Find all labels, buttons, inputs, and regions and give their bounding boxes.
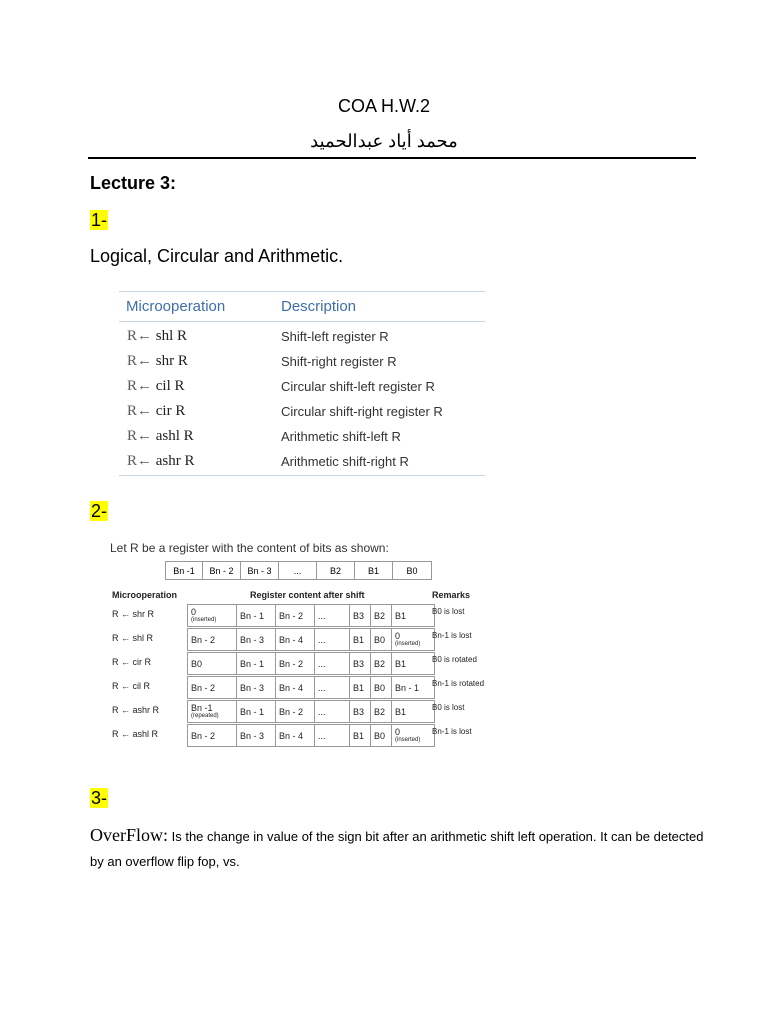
content-cell — [237, 725, 276, 747]
author-name: محمد أياد عبدالحميد — [310, 131, 458, 151]
microoperation-col-header: Microoperation — [112, 590, 178, 600]
content-cell — [276, 605, 315, 627]
op-prefix: R← — [127, 353, 153, 369]
op-name: shl R — [155, 328, 188, 344]
microoperation-row — [119, 325, 485, 350]
content-cell — [276, 677, 315, 699]
content-value: Bn - 2 — [279, 706, 304, 717]
content-value: 0 — [395, 727, 401, 737]
remarks-col-header: Remarks — [432, 590, 471, 600]
content-value: ... — [318, 658, 326, 669]
op-name: shr R — [155, 353, 188, 369]
bit-cell: Bn - 3 — [241, 562, 279, 580]
content-cell — [392, 725, 435, 747]
content-cell — [371, 653, 392, 675]
content-value: B2 — [374, 610, 386, 621]
content-value: Bn - 2 — [279, 658, 304, 669]
shift-content-table — [110, 588, 490, 768]
content-cell — [392, 701, 435, 723]
question-number-highlight: 1- — [91, 210, 108, 230]
content-cell — [371, 701, 392, 723]
content-cell — [237, 629, 276, 651]
content-value: Bn - 1 — [240, 610, 265, 621]
content-cell — [315, 653, 350, 675]
shift-row — [110, 724, 490, 747]
content-cell — [276, 653, 315, 675]
question-number-highlight: 2- — [91, 501, 108, 521]
content-value: 0 — [395, 631, 401, 641]
content-cell — [188, 677, 237, 699]
microoperation-row — [119, 450, 485, 475]
content-cell — [237, 653, 276, 675]
content-value: Bn - 1 — [240, 658, 265, 669]
content-value: ... — [318, 706, 326, 717]
register-bits-table — [165, 561, 432, 580]
content-value: Bn -1 — [191, 703, 213, 713]
content-cell — [276, 701, 315, 723]
content-cell — [188, 629, 237, 651]
content-value: B1 — [353, 682, 365, 693]
register-content-col-header: Register content after shift — [250, 590, 365, 600]
content-value: B0 — [374, 730, 386, 741]
content-value: B3 — [353, 706, 365, 717]
bit-cell: B0 — [393, 562, 432, 580]
content-cell — [392, 653, 435, 675]
content-cell — [371, 629, 392, 651]
bit-cell: Bn -1 — [166, 562, 203, 580]
microoperation-cell — [127, 378, 185, 395]
content-cell — [188, 725, 237, 747]
remark: B0 is rotated — [432, 655, 477, 664]
op-prefix: R← — [127, 403, 153, 419]
content-value: B0 — [191, 658, 203, 669]
description-cell: Shift-right register R — [281, 354, 397, 369]
lecture-heading: Lecture 3: — [90, 173, 177, 193]
content-value: Bn - 3 — [240, 634, 265, 645]
microoperation-row — [119, 400, 485, 425]
description-cell: Shift-left register R — [281, 329, 389, 344]
content-value: Bn - 2 — [191, 634, 216, 645]
content-cell — [392, 629, 435, 651]
microoperation-cell — [127, 353, 188, 370]
content-value: B3 — [353, 658, 365, 669]
description-cell: Circular shift-left register R — [281, 379, 435, 394]
remark: Bn-1 is lost — [432, 727, 472, 736]
content-value: B1 — [395, 610, 407, 621]
header-divider — [119, 321, 485, 322]
content-cell — [237, 605, 276, 627]
op-name: cir R — [155, 403, 186, 419]
shift-op-label: R ← ashl R — [112, 729, 159, 739]
op-prefix: R← — [127, 378, 153, 394]
content-value: Bn - 2 — [191, 730, 216, 741]
content-cell — [371, 605, 392, 627]
content-cell — [350, 605, 371, 627]
content-value: B1 — [395, 706, 407, 717]
content-value: Bn - 2 — [191, 682, 216, 693]
content-cell — [237, 701, 276, 723]
content-value: ... — [318, 682, 326, 693]
shift-op-label: R ← shr R — [112, 609, 155, 619]
shift-op-label: R ← cir R — [112, 657, 151, 667]
content-value: ... — [318, 634, 326, 645]
content-cell — [188, 653, 237, 675]
content-value: Bn - 3 — [240, 730, 265, 741]
question-number-highlight: 3- — [91, 788, 108, 808]
description-cell: Arithmetic shift-left R — [281, 429, 401, 444]
shift-row — [110, 652, 490, 675]
content-cell — [237, 677, 276, 699]
content-value: B1 — [353, 730, 365, 741]
cell-note: (inserted) — [395, 641, 421, 647]
bit-cell: B2 — [317, 562, 355, 580]
bit-cell: B1 — [355, 562, 393, 580]
op-name: ashl R — [155, 428, 194, 444]
content-cell — [276, 725, 315, 747]
content-value: ... — [318, 730, 326, 741]
content-value: 0 — [191, 607, 197, 617]
cell-note: (inserted) — [395, 737, 421, 743]
description-cell: Arithmetic shift-right R — [281, 454, 409, 469]
op-name: ashr R — [155, 453, 195, 469]
shift-op-label: R ← shl R — [112, 633, 154, 643]
cell-note: (repeated) — [191, 713, 219, 719]
content-value: Bn - 1 — [240, 706, 265, 717]
remark: Bn-1 is rotated — [432, 679, 485, 688]
microoperation-cell — [127, 403, 185, 420]
document-title: COA H.W.2 — [337, 96, 431, 116]
shift-row — [110, 676, 490, 699]
microoperation-header: Microoperation — [126, 298, 226, 315]
content-value: B2 — [374, 658, 386, 669]
content-value: B0 — [374, 634, 386, 645]
microoperation-cell — [127, 453, 195, 470]
microoperation-row — [119, 375, 485, 400]
content-value: Bn - 1 — [395, 682, 420, 693]
bit-cell: ... — [279, 562, 317, 580]
content-cell — [371, 725, 392, 747]
microoperation-row — [119, 425, 485, 450]
content-value: ... — [318, 610, 326, 621]
microoperation-cell — [127, 328, 187, 345]
content-value: Bn - 4 — [279, 682, 304, 693]
content-value: B0 — [374, 682, 386, 693]
content-value: Bn - 3 — [240, 682, 265, 693]
content-cell — [315, 701, 350, 723]
content-cell — [392, 677, 435, 699]
microoperation-table — [119, 291, 485, 476]
content-cell — [315, 725, 350, 747]
question-1-number — [90, 210, 108, 231]
register-intro: Let R be a register with the content of bits as shown: — [110, 541, 389, 555]
op-prefix: R← — [127, 328, 153, 344]
content-cell — [315, 605, 350, 627]
description-cell: Circular shift-right register R — [281, 404, 443, 419]
question-1-answer: Logical, Circular and Arithmetic. — [90, 246, 344, 266]
content-cell — [276, 629, 315, 651]
overflow-text: Is the change in value of the sign bit after an arithmetic shift left operation. It can be detected by an overflow flip fop, vs. — [90, 829, 704, 869]
question-3-number — [90, 788, 108, 809]
shift-row — [110, 604, 490, 627]
overflow-definition — [90, 823, 710, 874]
content-value: Bn - 2 — [279, 610, 304, 621]
bit-cell: Bn - 2 — [203, 562, 241, 580]
content-cell — [350, 677, 371, 699]
content-cell — [315, 629, 350, 651]
question-2-number — [90, 501, 108, 522]
content-cell — [350, 653, 371, 675]
shift-row — [110, 700, 490, 723]
content-cell — [392, 605, 435, 627]
op-prefix: R← — [127, 453, 153, 469]
content-value: B1 — [395, 658, 407, 669]
content-value: B1 — [353, 634, 365, 645]
content-cell — [371, 677, 392, 699]
overflow-term: OverFlow: — [90, 825, 168, 845]
shift-row — [110, 628, 490, 651]
op-prefix: R← — [127, 428, 153, 444]
content-value: B2 — [374, 706, 386, 717]
remark: B0 is lost — [432, 607, 465, 616]
content-cell — [188, 605, 237, 627]
content-value: Bn - 4 — [279, 730, 304, 741]
content-cell — [350, 725, 371, 747]
content-cell — [315, 677, 350, 699]
op-name: cil R — [155, 378, 185, 394]
content-cell — [350, 701, 371, 723]
content-value: B3 — [353, 610, 365, 621]
title-divider — [88, 157, 696, 159]
microoperation-cell — [127, 428, 194, 445]
content-cell — [350, 629, 371, 651]
microoperation-row — [119, 350, 485, 375]
content-value: Bn - 4 — [279, 634, 304, 645]
content-cell — [188, 701, 237, 723]
description-header: Description — [281, 298, 357, 315]
remark: B0 is lost — [432, 703, 465, 712]
shift-op-label: R ← cil R — [112, 681, 150, 691]
cell-note: (inserted) — [191, 617, 217, 623]
remark: Bn-1 is lost — [432, 631, 472, 640]
shift-op-label: R ← ashr R — [112, 705, 160, 715]
